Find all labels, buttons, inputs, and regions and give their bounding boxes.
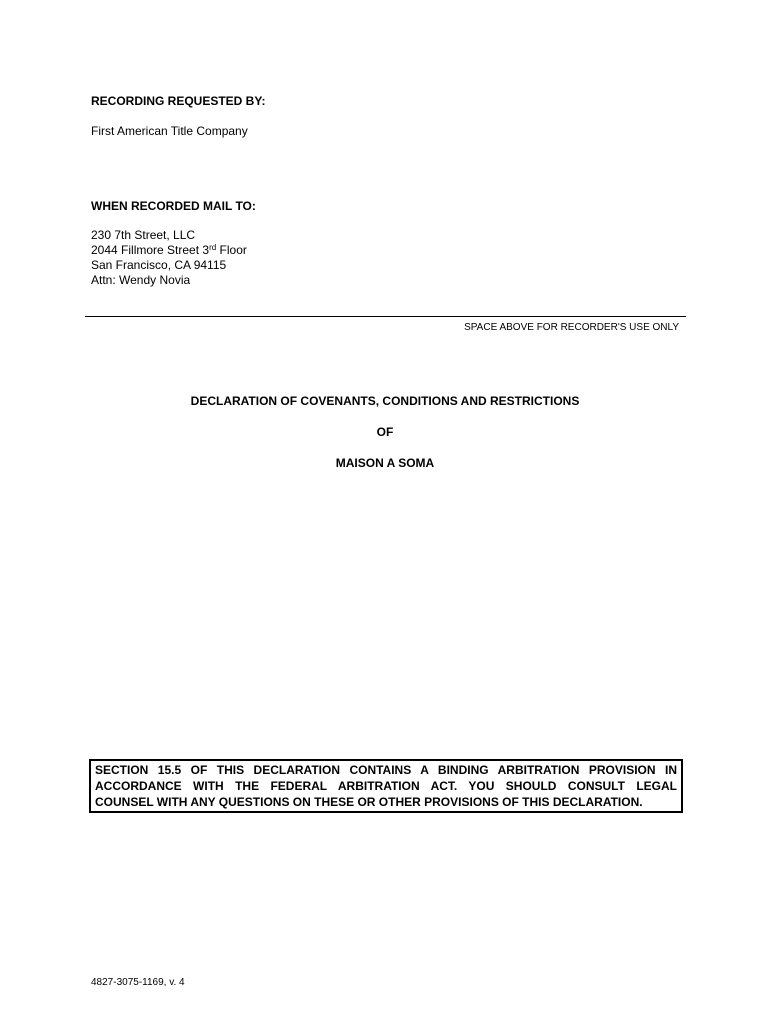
recorder-divider [85, 316, 686, 317]
document-id: 4827-3075-1169, v. 4 [91, 977, 185, 988]
recording-requested-value: First American Title Company [91, 124, 248, 138]
address-line-2-prefix: 2044 Fillmore Street 3 [91, 243, 210, 257]
arbitration-notice-line-1: SECTION 15.5 OF THIS DECLARATION CONTAINS A BINDING ARBITRATION PROVISION IN [95, 763, 677, 777]
document-title-of: OF [376, 425, 394, 439]
arbitration-notice-box [89, 759, 683, 813]
mail-to-address [91, 228, 247, 288]
recorder-space-note: SPACE ABOVE FOR RECORDER'S USE ONLY [464, 322, 679, 333]
address-line-4: Attn: Wendy Novia [91, 273, 191, 287]
arbitration-notice-line-2: ACCORDANCE WITH THE FEDERAL ARBITRATION ACT. YOU SHOULD CONSULT LEGAL [95, 779, 677, 793]
recording-requested-label: RECORDING REQUESTED BY: [91, 94, 266, 108]
address-line-3: San Francisco, CA 94115 [91, 258, 227, 272]
address-line-2-suffix: Floor [216, 243, 247, 257]
address-line-2 [91, 243, 247, 258]
address-line-2-superscript: rd [209, 243, 217, 252]
mail-to-label: WHEN RECORDED MAIL TO: [91, 199, 256, 213]
document-title: DECLARATION OF COVENANTS, CONDITIONS AND RESTRICTIONS [190, 394, 580, 408]
address-line-1: 230 7th Street, LLC [91, 228, 196, 242]
arbitration-notice-line-3: COUNSEL WITH ANY QUESTIONS ON THESE OR OTHER PROVISIONS OF THIS DECLARATION. [95, 795, 643, 809]
document-title-project-name: MAISON A SOMA [335, 456, 435, 470]
